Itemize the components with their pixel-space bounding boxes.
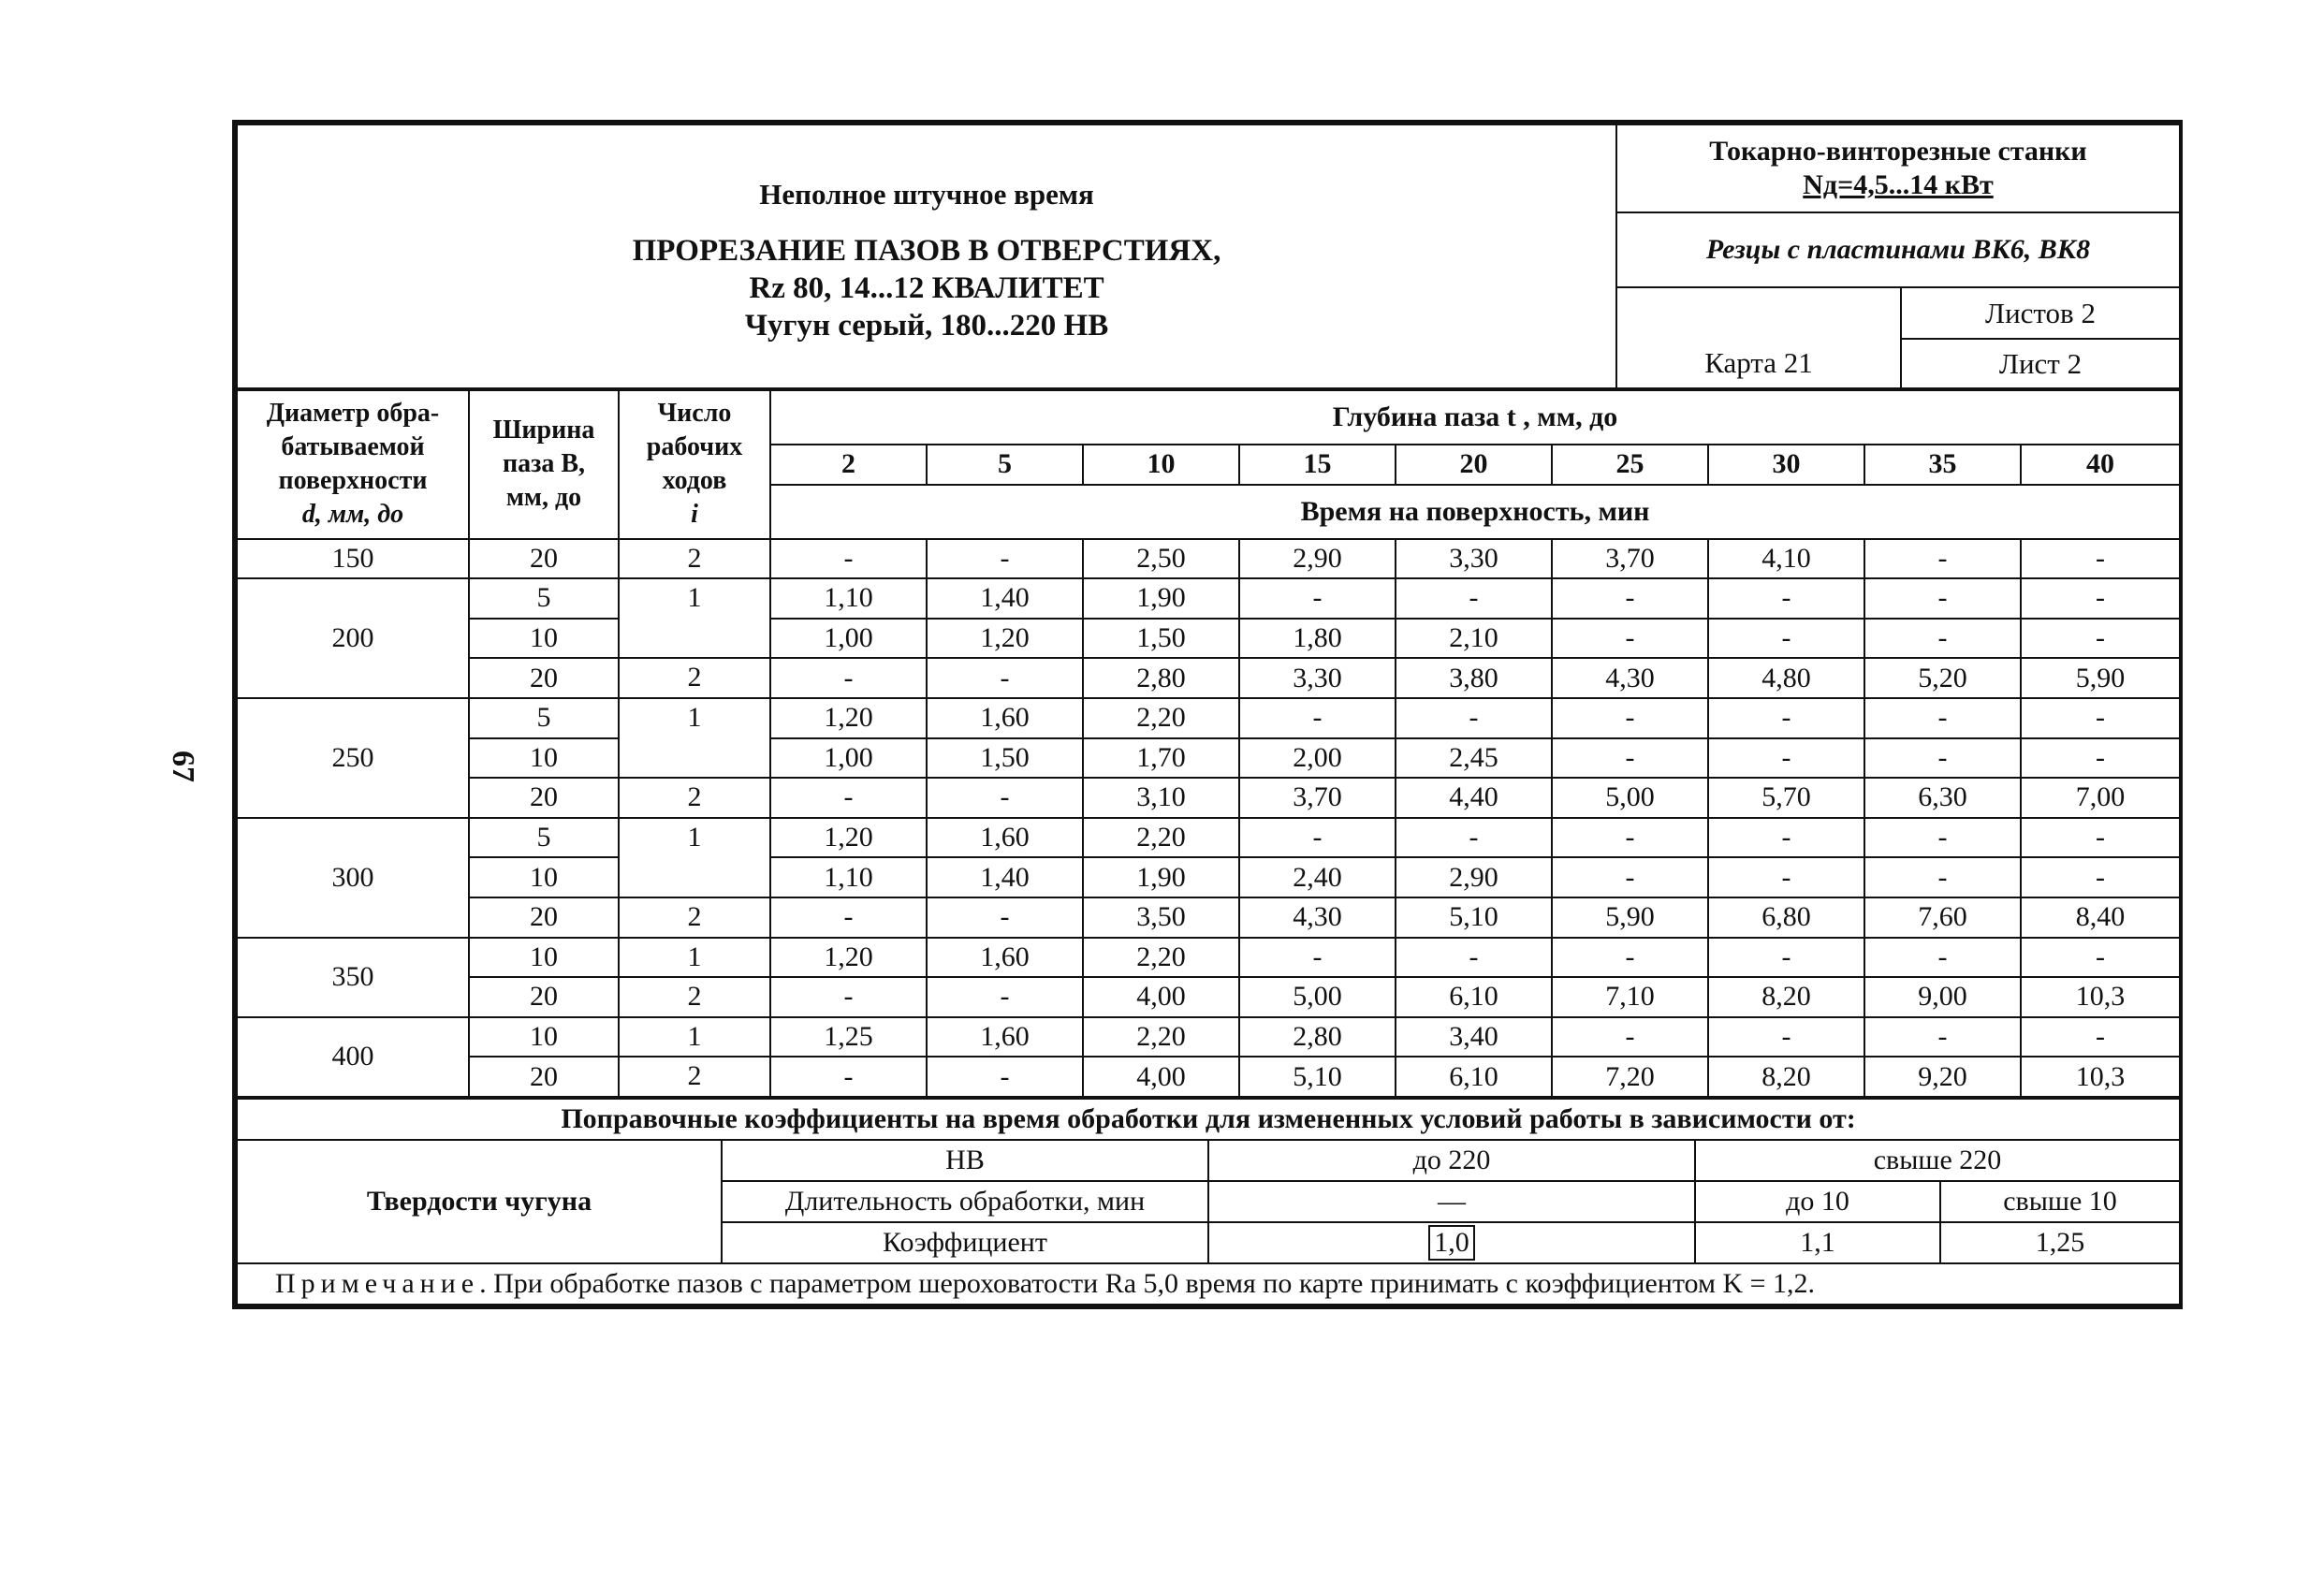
table-row [237, 698, 2180, 738]
time-value: - [1239, 698, 1396, 738]
width-cell: 20 [469, 897, 619, 938]
passes-cell: 2 [619, 539, 770, 579]
time-value: - [1239, 578, 1396, 619]
time-value: 3,70 [1239, 778, 1396, 818]
time-value: 4,80 [1708, 658, 1864, 698]
time-value: - [1864, 539, 2021, 579]
time-value: 2,90 [1239, 539, 1396, 579]
time-value: 8,20 [1708, 1057, 1864, 1097]
time-value: 3,70 [1552, 539, 1708, 579]
table-row [237, 897, 2180, 938]
time-value: 9,00 [1864, 977, 2021, 1017]
time-value: 5,00 [1239, 977, 1396, 1017]
depth-value: 5 [927, 445, 1083, 485]
time-value: 5,10 [1396, 897, 1552, 938]
time-value: 2,20 [1083, 698, 1239, 738]
time-value: - [2021, 1017, 2180, 1058]
note-text: . При обработке пазов с параметром шероховатости Ra 5,0 время по карте принимать с коэффициентом K = 1,2. [479, 1267, 1816, 1299]
time-value: 1,60 [927, 698, 1083, 738]
time-value: 4,10 [1708, 539, 1864, 579]
column-diameter: Диаметр обра- батываемой поверхности d, мм, до [237, 390, 469, 539]
time-value: - [1552, 938, 1708, 978]
time-value: 5,90 [2021, 658, 2180, 698]
table-row [237, 938, 2180, 978]
time-value: 10,3 [2021, 1057, 2180, 1097]
time-value: - [1396, 938, 1552, 978]
factor-hardness: Твердости чугуна [237, 1140, 722, 1263]
time-value: 2,40 [1239, 857, 1396, 897]
time-value: 1,00 [770, 619, 927, 659]
time-value: 1,60 [927, 938, 1083, 978]
time-value: - [1708, 857, 1864, 897]
time-value: 4,40 [1396, 778, 1552, 818]
passes-cell: 2 [619, 897, 770, 938]
depth-value: 25 [1552, 445, 1708, 485]
time-value: 7,00 [2021, 778, 2180, 818]
coefficient-low-cell [1208, 1222, 1695, 1263]
hb-low: до 220 [1208, 1140, 1695, 1181]
time-value: - [927, 897, 1083, 938]
time-value: - [1864, 698, 2021, 738]
time-value: 1,20 [770, 938, 927, 978]
width-cell: 10 [469, 738, 619, 779]
time-value: 1,10 [770, 578, 927, 619]
time-value: 2,20 [1083, 818, 1239, 858]
time-table [236, 389, 2181, 1098]
depth-value: 20 [1396, 445, 1552, 485]
time-value: 5,70 [1708, 778, 1864, 818]
time-value: - [1864, 818, 2021, 858]
machine-type: Токарно-винторезные станки Nд=4,5...14 кВт [1616, 124, 2180, 212]
time-value: - [770, 977, 927, 1017]
time-value: 2,00 [1239, 738, 1396, 779]
table-row [237, 738, 2180, 779]
time-value: - [770, 778, 927, 818]
time-value: - [1239, 818, 1396, 858]
time-value: - [1864, 619, 2021, 659]
depth-value: 10 [1083, 445, 1239, 485]
time-value: 4,30 [1552, 658, 1708, 698]
time-value: - [1708, 818, 1864, 858]
depth-value: 15 [1239, 445, 1396, 485]
table-row [237, 619, 2180, 659]
time-value: - [2021, 738, 2180, 779]
time-value: 1,00 [770, 738, 927, 779]
time-value: - [1864, 578, 2021, 619]
time-value: 1,20 [770, 818, 927, 858]
time-value: 6,10 [1396, 977, 1552, 1017]
time-value: 1,10 [770, 857, 927, 897]
time-value: - [927, 1057, 1083, 1097]
time-value: 6,30 [1864, 778, 2021, 818]
time-value: - [1864, 938, 2021, 978]
time-value: 1,40 [927, 857, 1083, 897]
time-value: 3,40 [1396, 1017, 1552, 1058]
time-value: - [1552, 698, 1708, 738]
time-value: - [1708, 938, 1864, 978]
width-cell: 5 [469, 578, 619, 619]
time-value: - [2021, 539, 2180, 579]
time-value: 3,50 [1083, 897, 1239, 938]
time-value: 2,50 [1083, 539, 1239, 579]
operation-title: ПРОРЕЗАНИЕ ПАЗОВ В ОТВЕРСТИЯХ, [632, 234, 1221, 268]
time-value: 1,60 [927, 1017, 1083, 1058]
time-value: - [1708, 578, 1864, 619]
time-value: - [927, 977, 1083, 1017]
time-value: - [1552, 818, 1708, 858]
depth-value: 2 [770, 445, 927, 485]
time-value: - [770, 1057, 927, 1097]
table-row [237, 1017, 2180, 1058]
time-value: - [1239, 938, 1396, 978]
time-value: 1,70 [1083, 738, 1239, 779]
coefficient-low: 1,0 [1428, 1225, 1475, 1261]
card-subtitle: Неполное штучное время [759, 178, 1094, 211]
time-value: - [770, 539, 927, 579]
table-row [237, 977, 2180, 1017]
time-value: 3,10 [1083, 778, 1239, 818]
card-header [236, 124, 2181, 389]
passes-cell: 2 [619, 1057, 770, 1097]
width-cell: 20 [469, 778, 619, 818]
time-value: - [1396, 698, 1552, 738]
time-value: - [1552, 1017, 1708, 1058]
time-value: - [927, 778, 1083, 818]
time-value: 7,60 [1864, 897, 2021, 938]
time-value: - [770, 897, 927, 938]
width-cell: 10 [469, 938, 619, 978]
time-value: - [2021, 619, 2180, 659]
time-value: 1,50 [1083, 619, 1239, 659]
norm-card [232, 120, 2183, 1309]
time-value: 1,40 [927, 578, 1083, 619]
time-value: 9,20 [1864, 1057, 2021, 1097]
passes-cell: 1 [619, 938, 770, 978]
time-value: - [1552, 857, 1708, 897]
time-value: 10,3 [2021, 977, 2180, 1017]
passes-cell: 1 [619, 578, 770, 658]
time-value: 6,10 [1396, 1057, 1552, 1097]
hb-label: НВ [722, 1140, 1208, 1181]
time-value: 1,20 [927, 619, 1083, 659]
time-value: - [1396, 818, 1552, 858]
time-value: 2,10 [1396, 619, 1552, 659]
width-cell: 20 [469, 539, 619, 579]
time-value: 4,30 [1239, 897, 1396, 938]
time-value: 2,20 [1083, 1017, 1239, 1058]
time-value: 4,00 [1083, 1057, 1239, 1097]
width-cell: 10 [469, 1017, 619, 1058]
passes-cell: 2 [619, 977, 770, 1017]
column-slot-width: Ширина паза B, мм, до [469, 390, 619, 539]
time-value: 1,90 [1083, 857, 1239, 897]
table-row [237, 578, 2180, 619]
depth-value: 40 [2021, 445, 2180, 485]
time-value: - [1708, 698, 1864, 738]
card-number: Карта 21 [1616, 287, 1901, 388]
time-value: - [2021, 818, 2180, 858]
passes-cell: 1 [619, 1017, 770, 1058]
page-number: 67 [166, 751, 200, 782]
time-value: 2,80 [1239, 1017, 1396, 1058]
time-value: 5,20 [1864, 658, 2021, 698]
time-value: 8,40 [2021, 897, 2180, 938]
width-cell: 5 [469, 818, 619, 858]
time-value: 5,90 [1552, 897, 1708, 938]
table-row [237, 857, 2180, 897]
time-value: 7,20 [1552, 1057, 1708, 1097]
time-value: 1,50 [927, 738, 1083, 779]
time-value: 2,45 [1396, 738, 1552, 779]
note [237, 1263, 2180, 1305]
hb-high: свыше 220 [1695, 1140, 2180, 1181]
duration-high-2: свыше 10 [1940, 1181, 2180, 1222]
passes-cell: 1 [619, 698, 770, 778]
passes-cell: 2 [619, 778, 770, 818]
time-value: 1,60 [927, 818, 1083, 858]
material: Чугун серый, 180...220 НВ [744, 309, 1109, 343]
correction-table [236, 1098, 2181, 1306]
duration-low: — [1208, 1181, 1695, 1222]
note-label: Примечание [275, 1267, 480, 1299]
correction-title: Поправочные коэффициенты на время обработки для измененных условий работы в зависимости от: [237, 1099, 2180, 1140]
time-value: - [1864, 1017, 2021, 1058]
time-value: 3,80 [1396, 658, 1552, 698]
card-title-block [237, 124, 1616, 388]
coefficient-high-2: 1,25 [1940, 1222, 2180, 1263]
time-value: - [927, 539, 1083, 579]
time-value: 3,30 [1396, 539, 1552, 579]
width-cell: 20 [469, 658, 619, 698]
time-value: - [1864, 857, 2021, 897]
depth-value: 35 [1864, 445, 2021, 485]
diameter-cell: 200 [237, 578, 469, 698]
time-value: - [1708, 619, 1864, 659]
depth-value: 30 [1708, 445, 1864, 485]
time-value: 1,80 [1239, 619, 1396, 659]
time-value: - [1396, 578, 1552, 619]
table-row [237, 658, 2180, 698]
diameter-cell: 150 [237, 539, 469, 579]
time-value: 5,10 [1239, 1057, 1396, 1097]
table-row [237, 1057, 2180, 1097]
table-row [237, 818, 2180, 858]
time-value: 1,25 [770, 1017, 927, 1058]
passes-cell: 2 [619, 658, 770, 698]
time-value: - [1708, 738, 1864, 779]
diameter-cell: 250 [237, 698, 469, 818]
width-cell: 20 [469, 977, 619, 1017]
time-value: 1,90 [1083, 578, 1239, 619]
sheet-current: Лист 2 [1901, 339, 2180, 388]
coefficient-label: Коэффициент [722, 1222, 1208, 1263]
diameter-cell: 350 [237, 938, 469, 1017]
width-cell: 5 [469, 698, 619, 738]
time-value: 8,20 [1708, 977, 1864, 1017]
column-passes: Число рабочих ходов i [619, 390, 770, 539]
diameter-cell: 400 [237, 1017, 469, 1097]
time-value: - [1552, 578, 1708, 619]
diameter-cell: 300 [237, 818, 469, 938]
width-cell: 20 [469, 1057, 619, 1097]
time-value: - [927, 658, 1083, 698]
width-cell: 10 [469, 619, 619, 659]
time-header: Время на поверхность, мин [770, 485, 2180, 539]
cutter-type: Резцы с пластинами ВК6, ВК8 [1616, 212, 2180, 287]
time-value: 6,80 [1708, 897, 1864, 938]
duration-label: Длительность обработки, мин [722, 1181, 1208, 1222]
time-value: - [2021, 938, 2180, 978]
table-row [237, 778, 2180, 818]
sheets-total: Листов 2 [1901, 287, 2180, 339]
table-row [237, 539, 2180, 579]
time-value: - [1552, 619, 1708, 659]
time-value: 2,90 [1396, 857, 1552, 897]
time-value: - [770, 658, 927, 698]
time-value: 1,20 [770, 698, 927, 738]
time-value: 4,00 [1083, 977, 1239, 1017]
passes-cell: 1 [619, 818, 770, 897]
time-value: - [1864, 738, 2021, 779]
time-value: - [2021, 857, 2180, 897]
time-value: 7,10 [1552, 977, 1708, 1017]
time-value: - [2021, 698, 2180, 738]
time-value: - [1708, 1017, 1864, 1058]
roughness-grade: Rz 80, 14...12 КВАЛИТЕТ [749, 271, 1104, 305]
time-value: 2,80 [1083, 658, 1239, 698]
duration-high-1: до 10 [1695, 1181, 1940, 1222]
time-value: - [2021, 578, 2180, 619]
depth-header: Глубина паза t , мм, до [770, 390, 2180, 445]
time-value: 5,00 [1552, 778, 1708, 818]
time-value: 3,30 [1239, 658, 1396, 698]
time-value: - [1552, 738, 1708, 779]
coefficient-high-1: 1,1 [1695, 1222, 1940, 1263]
width-cell: 10 [469, 857, 619, 897]
time-value: 2,20 [1083, 938, 1239, 978]
